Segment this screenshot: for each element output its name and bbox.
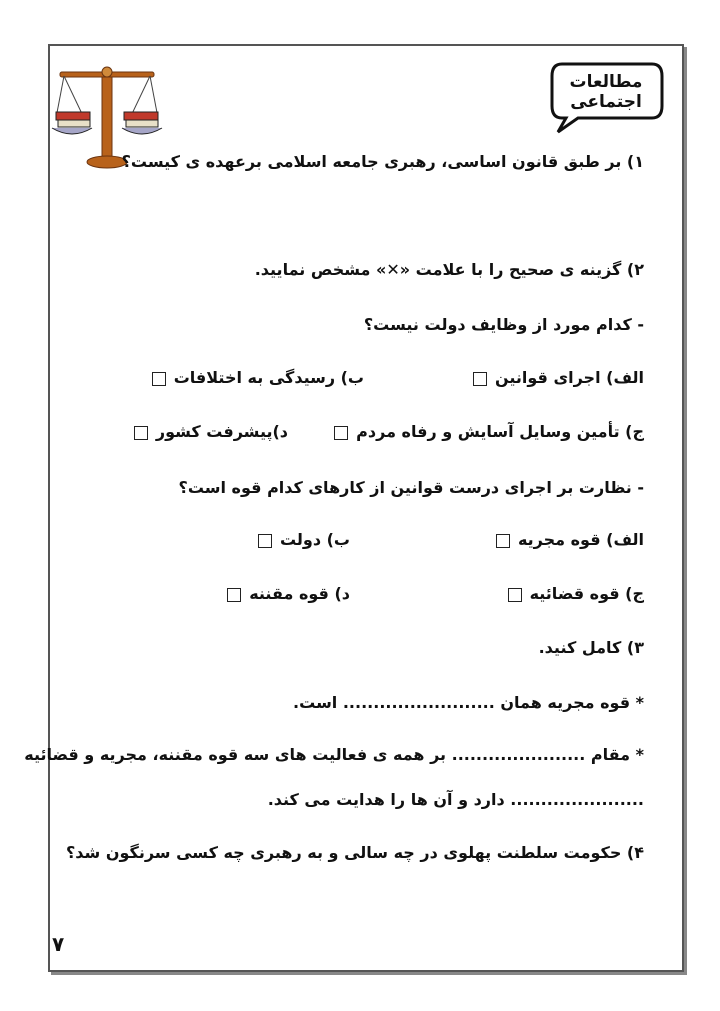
question-3-item-1: * قوه مجریه همان ......................... است. bbox=[293, 693, 644, 712]
option-dal-1: د)پیشرفت کشور bbox=[134, 422, 288, 441]
page-number: ۷ bbox=[52, 932, 65, 956]
option-be-2: ب) دولت bbox=[258, 530, 350, 549]
question-3-item-2-continued: ...................... دارد و آن ها را هدایت می کند. bbox=[267, 790, 644, 809]
question-2-part-2: - نظارت بر اجرای درست قوانین از کارهای کدام قوه است؟ bbox=[178, 478, 644, 497]
option-jim-1: ج) تأمین وسایل آسایش و رفاه مردم bbox=[334, 422, 644, 441]
checkbox[interactable] bbox=[258, 534, 272, 548]
page-title: مطالعات اجتماعی bbox=[569, 72, 643, 112]
option-alef-2: الف) قوه مجریه bbox=[496, 530, 644, 549]
option-alef-1: الف) اجرای قوانین bbox=[473, 368, 644, 387]
question-2: ۲) گزینه ی صحیح را با علامت «✕» مشخص نمایید. bbox=[254, 260, 644, 279]
checkbox[interactable] bbox=[334, 426, 348, 440]
checkbox[interactable] bbox=[508, 588, 522, 602]
page-border bbox=[48, 44, 684, 972]
checkbox[interactable] bbox=[227, 588, 241, 602]
checkbox[interactable] bbox=[134, 426, 148, 440]
checkbox[interactable] bbox=[473, 372, 487, 386]
question-3: ۳) کامل کنید. bbox=[538, 638, 644, 657]
title-bubble bbox=[548, 62, 664, 134]
question-4: ۴) حکومت سلطنت پهلوی در چه سالی و به رهبری چه کسی سرنگون شد؟ bbox=[66, 843, 644, 862]
option-be-1: ب) رسیدگی به اختلافات bbox=[152, 368, 364, 387]
question-2-part-1: - کدام مورد از وظایف دولت نیست؟ bbox=[363, 315, 644, 334]
option-jim-2: ج) قوه قضائیه bbox=[508, 584, 644, 603]
checkbox[interactable] bbox=[496, 534, 510, 548]
question-1: ۱) بر طبق قانون اساسی، رهبری جامعه اسلامی برعهده ی کیست؟ bbox=[121, 152, 644, 171]
checkbox[interactable] bbox=[152, 372, 166, 386]
question-3-item-2: * مقام ...................... بر همه ی فعالیت های سه قوه مقننه، مجریه و قضائیه bbox=[24, 745, 644, 764]
option-dal-2: د) قوه مقننه bbox=[227, 584, 350, 603]
